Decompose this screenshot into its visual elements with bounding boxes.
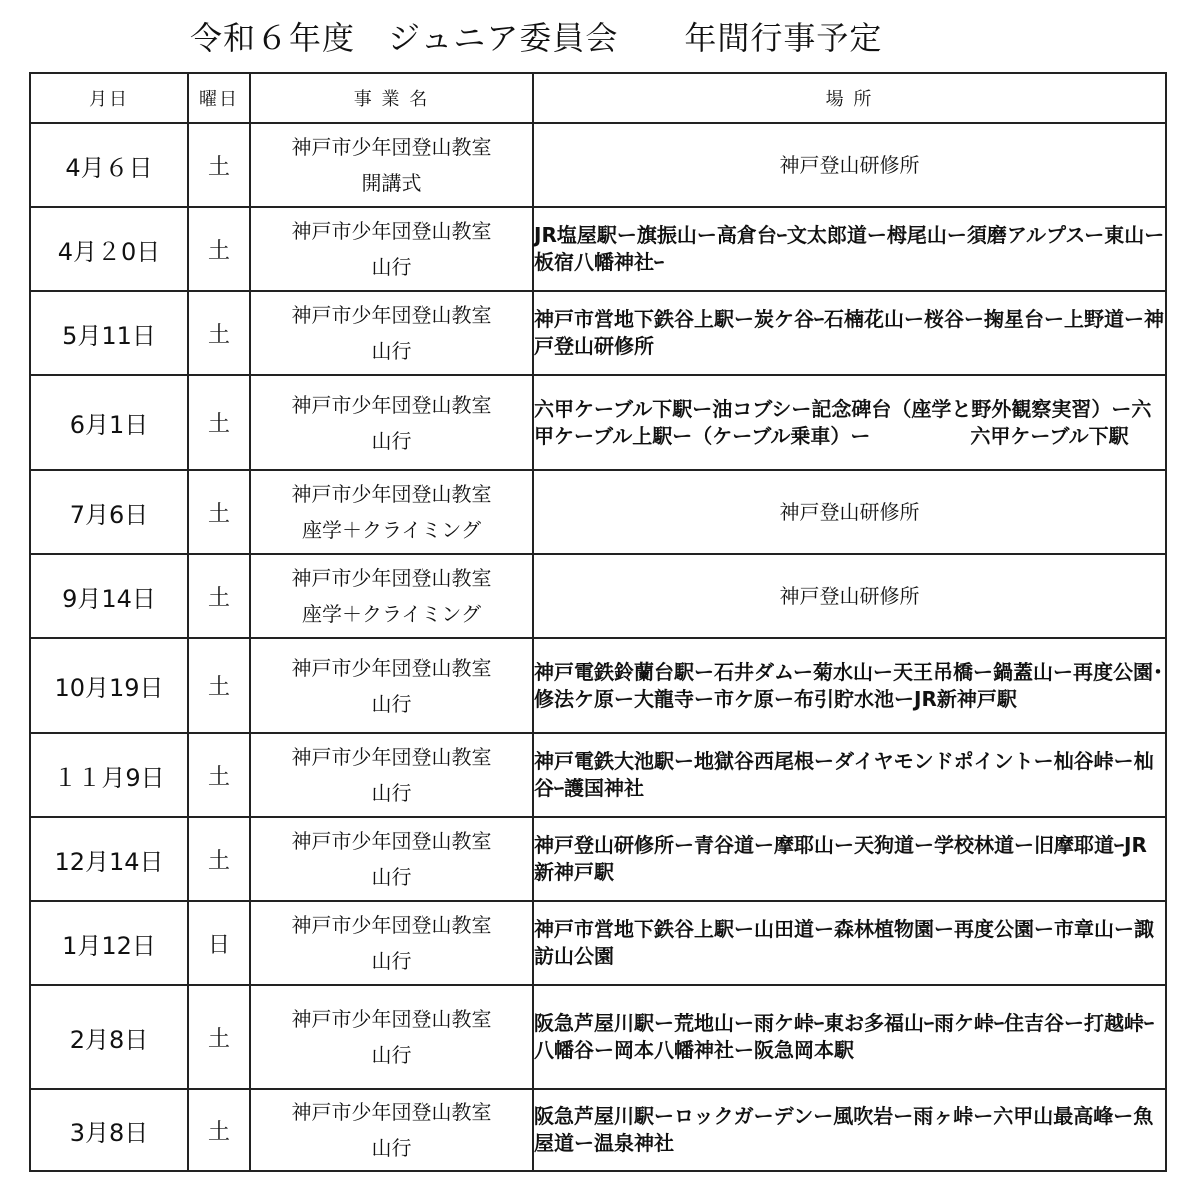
- table-row: [30, 638, 1166, 733]
- date-cell: 1月12日: [30, 901, 188, 985]
- date-cell: 10月19日: [30, 638, 188, 733]
- header-row: [30, 73, 1166, 123]
- date-cell: 6月1日: [30, 375, 188, 470]
- event-cell: [250, 985, 533, 1089]
- place-cell: JR塩屋駅ー旗振山ー高倉台ｰ文太郎道ー栂尾山ー須磨アルプスー東山ー板宿八幡神社ｰ: [533, 207, 1166, 291]
- day-cell: 土: [188, 123, 250, 207]
- place-cell: 神戸電鉄大池駅ー地獄谷西尾根ーダイヤモンドポイントー杣谷峠ー杣谷ｰ護国神社: [533, 733, 1166, 817]
- event-name: 神戸市少年団登山教室: [291, 829, 492, 853]
- place-cell: 六甲ケーブル下駅ー油コブシー記念碑台（座学と野外観察実習）ー六甲ケーブル上駅ー（ケーブル乗車）ー 六甲ケーブル下駅: [533, 375, 1166, 470]
- day-cell: 土: [188, 733, 250, 817]
- event-cell: [250, 123, 533, 207]
- header-event: 事 業 名: [250, 73, 533, 123]
- event-cell: [250, 733, 533, 817]
- event-detail: 山行: [371, 781, 412, 805]
- header-date: 月日: [30, 73, 188, 123]
- header-day: 曜日: [188, 73, 250, 123]
- table-row: [30, 985, 1166, 1089]
- event-detail: 山行: [371, 949, 412, 973]
- event-detail: 山行: [371, 255, 412, 279]
- event-detail: 山行: [371, 428, 412, 453]
- event-cell: [250, 207, 533, 291]
- day-cell: 土: [188, 985, 250, 1089]
- place-cell: 神戸市営地下鉄谷上駅ー山田道ー森林植物園ー再度公園ー市章山ー諏訪山公園: [533, 901, 1166, 985]
- date-cell: 3月8日: [30, 1089, 188, 1171]
- place-cell: 神戸電鉄鈴蘭台駅ー石井ダムー菊水山ー天王吊橋ー鍋蓋山ー再度公園･修法ケ原ー大龍寺ー市ケ原ー布引貯水池ーJR新神戸駅: [533, 638, 1166, 733]
- event-cell: [250, 817, 533, 901]
- table-row: [30, 470, 1166, 554]
- event-cell: [250, 901, 533, 985]
- date-cell: 4月６日: [30, 123, 188, 207]
- event-name: 神戸市少年団登山教室: [291, 1007, 492, 1031]
- event-detail: 山行: [371, 1043, 412, 1067]
- place-cell: 阪急芦屋川駅ーロックガーデンー風吹岩ー雨ヶ峠ー六甲山最高峰ー魚屋道ー温泉神社: [533, 1089, 1166, 1171]
- day-cell: 土: [188, 638, 250, 733]
- place-cell: 神戸登山研修所: [533, 554, 1166, 638]
- table-row: [30, 207, 1166, 291]
- event-name: 神戸市少年団登山教室: [291, 745, 492, 769]
- event-cell: [250, 470, 533, 554]
- event-detail: 山行: [371, 691, 412, 716]
- table-row: [30, 123, 1166, 207]
- event-cell: [250, 638, 533, 733]
- day-cell: 土: [188, 375, 250, 470]
- date-cell: １１月9日: [30, 733, 188, 817]
- place-cell: 神戸登山研修所: [533, 123, 1166, 207]
- event-name: 神戸市少年団登山教室: [291, 135, 492, 159]
- event-cell: [250, 1089, 533, 1171]
- event-name: 神戸市少年団登山教室: [291, 392, 492, 417]
- event-cell: [250, 291, 533, 375]
- event-detail: 山行: [371, 865, 412, 889]
- schedule-table: [29, 72, 1167, 1172]
- table-row: [30, 554, 1166, 638]
- table-row: [30, 291, 1166, 375]
- event-name: 神戸市少年団登山教室: [291, 1100, 492, 1124]
- place-cell: 阪急芦屋川駅ー荒地山ー雨ケ峠ｰ東お多福山ｰ雨ケ峠ｰ住吉谷ー打越峠ｰ八幡谷ー岡本八幡神社ー阪急岡本駅: [533, 985, 1166, 1089]
- event-detail: 山行: [371, 1136, 412, 1160]
- event-name: 神戸市少年団登山教室: [291, 913, 492, 937]
- event-detail: 座学＋クライミング: [302, 602, 481, 626]
- date-cell: 7月6日: [30, 470, 188, 554]
- table-row: [30, 733, 1166, 817]
- event-cell: [250, 554, 533, 638]
- place-cell: 神戸登山研修所: [533, 470, 1166, 554]
- day-cell: 土: [188, 554, 250, 638]
- day-cell: 土: [188, 470, 250, 554]
- day-cell: 土: [188, 1089, 250, 1171]
- event-detail: 山行: [371, 339, 412, 363]
- event-name: 神戸市少年団登山教室: [291, 482, 492, 506]
- event-detail: 開講式: [361, 171, 422, 195]
- place-cell: 神戸市営地下鉄谷上駅ー炭ケ谷ｰ石楠花山ー桜谷ー掬星台ー上野道ー神戸登山研修所: [533, 291, 1166, 375]
- date-cell: 12月14日: [30, 817, 188, 901]
- event-detail: 座学＋クライミング: [302, 518, 481, 542]
- table-row: [30, 375, 1166, 470]
- day-cell: 土: [188, 207, 250, 291]
- header-place: 場 所: [533, 73, 1166, 123]
- day-cell: 土: [188, 817, 250, 901]
- event-name: 神戸市少年団登山教室: [291, 219, 492, 243]
- date-cell: 2月8日: [30, 985, 188, 1089]
- date-cell: 5月11日: [30, 291, 188, 375]
- table-row: [30, 817, 1166, 901]
- place-cell: 神戸登山研修所ー青谷道ー摩耶山ー天狗道ー学校林道ー旧摩耶道ｰJR新神戸駅: [533, 817, 1166, 901]
- day-cell: 土: [188, 291, 250, 375]
- table-row: [30, 1089, 1166, 1171]
- day-cell: 日: [188, 901, 250, 985]
- event-name: 神戸市少年団登山教室: [291, 303, 492, 327]
- date-cell: 9月14日: [30, 554, 188, 638]
- event-name: 神戸市少年団登山教室: [291, 566, 492, 590]
- event-cell: [250, 375, 533, 470]
- page-title: 令和６年度 ジュニア委員会 年間行事予定: [190, 19, 883, 57]
- table-row: [30, 901, 1166, 985]
- event-name: 神戸市少年団登山教室: [291, 655, 492, 680]
- date-cell: 4月２0日: [30, 207, 188, 291]
